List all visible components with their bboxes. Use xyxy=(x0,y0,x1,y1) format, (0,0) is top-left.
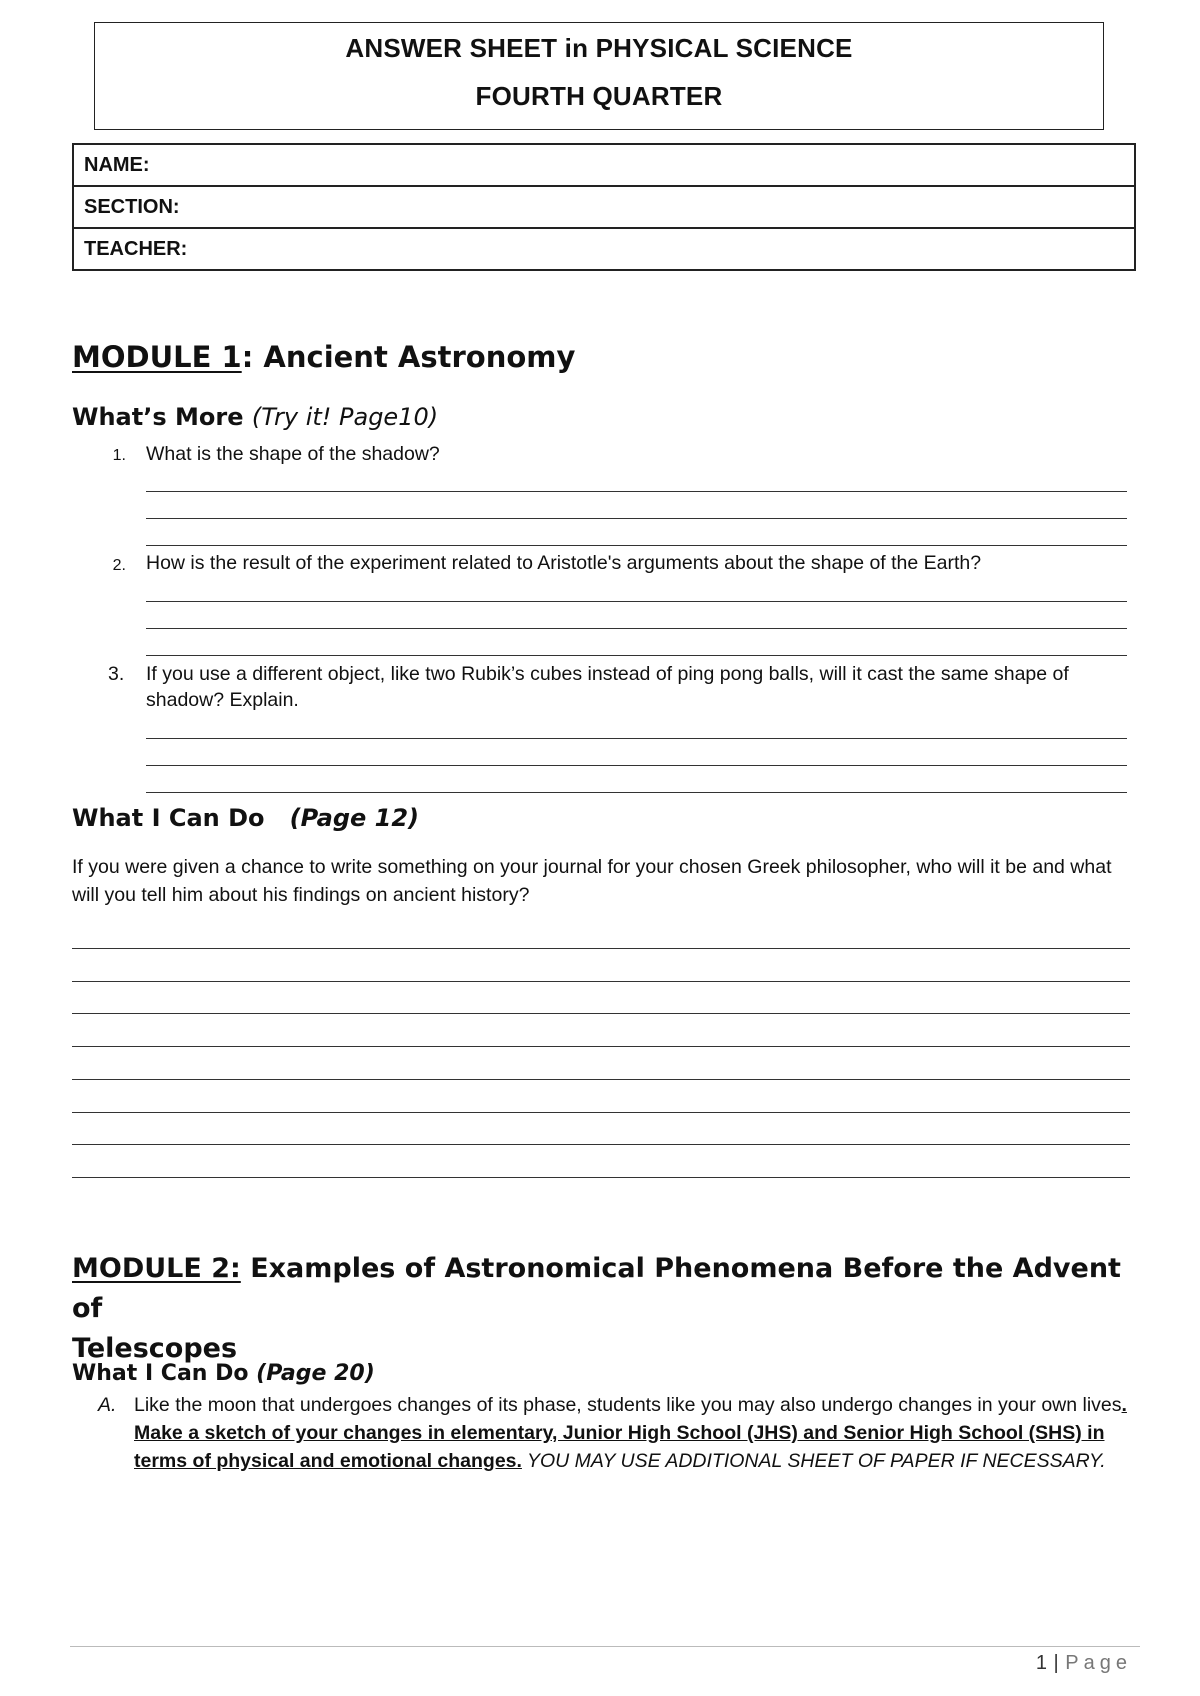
page-number: 1 xyxy=(1035,1652,1048,1674)
answer-line[interactable] xyxy=(72,1177,1130,1178)
question-1-text: What is the shape of the shadow? xyxy=(146,443,440,465)
journal-prompt: If you were given a chance to write something on your journal for your chosen Greek philosopher, who will it be and what will you tell him about his findings on ancient history? xyxy=(72,856,1112,906)
answer-line[interactable] xyxy=(72,981,1130,982)
answer-line[interactable] xyxy=(72,1046,1130,1047)
answer-line[interactable] xyxy=(146,792,1127,793)
answer-line[interactable] xyxy=(72,1144,1130,1145)
answer-line[interactable] xyxy=(146,628,1127,629)
answer-line[interactable] xyxy=(72,1079,1130,1080)
footer-rule xyxy=(70,1646,1140,1647)
teacher-row xyxy=(73,228,1135,270)
page-word: Page xyxy=(1065,1652,1132,1674)
module-1-label: MODULE 1 xyxy=(72,340,242,374)
what-i-can-do-heading-2: What I Can Do (Page 20) xyxy=(72,1361,375,1386)
name-field[interactable]: NAME: xyxy=(73,144,1135,186)
module-2-label: MODULE 2: xyxy=(72,1253,241,1284)
answer-line[interactable] xyxy=(146,738,1127,739)
section-field[interactable]: SECTION: xyxy=(73,186,1135,228)
answer-line[interactable] xyxy=(146,601,1127,602)
title-box xyxy=(94,22,1104,130)
answer-line[interactable] xyxy=(146,491,1127,492)
teacher-field[interactable]: TEACHER: xyxy=(73,228,1135,270)
question-1-number: 1. xyxy=(112,447,126,464)
answer-line[interactable] xyxy=(146,518,1127,519)
name-row xyxy=(73,144,1135,186)
module-1-name: Ancient Astronomy xyxy=(253,340,576,374)
answer-line[interactable] xyxy=(72,948,1130,949)
answer-line[interactable] xyxy=(146,765,1127,766)
answer-line[interactable] xyxy=(72,1013,1130,1014)
page-footer: 1 | Page xyxy=(1035,1652,1132,1674)
answer-line[interactable] xyxy=(146,545,1127,546)
module-2-title xyxy=(72,1249,1152,1369)
module-1-title: MODULE 1: Ancient Astronomy xyxy=(72,340,576,374)
module-2-name-line2: Telescopes xyxy=(72,1333,238,1364)
answer-line[interactable] xyxy=(146,655,1127,656)
question-2-text: How is the result of the experiment related to Aristotle's arguments about the shape of the Earth? xyxy=(146,552,982,574)
student-info-table xyxy=(72,143,1136,271)
document-title: ANSWER SHEET in PHYSICAL SCIENCE xyxy=(345,33,853,63)
question-3-number: 3. xyxy=(108,663,125,685)
section-row xyxy=(73,186,1135,228)
what-i-can-do-page-ref-1: (Page 12) xyxy=(289,804,420,832)
what-i-can-do-page-ref-2: (Page 20) xyxy=(256,1361,375,1386)
module-2-name: Examples of Astronomical Phenomena Before the Advent of xyxy=(72,1253,1121,1324)
sketch-instructions: Like the moon that undergoes changes of its phase, students like you may also undergo changes in your own lives. Make a sketch of your changes in elementary, Junior High School (JHS) and Senior High School (SHS) in terms of physical and emotional changes. YOU MAY USE ADDITIONAL SHEET OF PAPER IF NECESSARY. xyxy=(134,1394,1127,1472)
whats-more-page-ref: (Try it! Page10) xyxy=(251,403,439,431)
quarter-title: FOURTH QUARTER xyxy=(475,81,723,111)
answer-line[interactable] xyxy=(72,1112,1130,1113)
whats-more-heading: What’s More (Try it! Page10) xyxy=(72,403,439,431)
item-a-letter: A. xyxy=(98,1394,117,1416)
question-3-text: If you use a different object, like two Rubik’s cubes instead of ping pong balls, will it cast the same shape of shadow? Explain. xyxy=(146,663,1069,711)
question-2-number: 2. xyxy=(112,557,126,574)
what-i-can-do-heading-1: What I Can Do (Page 12) xyxy=(72,804,420,832)
